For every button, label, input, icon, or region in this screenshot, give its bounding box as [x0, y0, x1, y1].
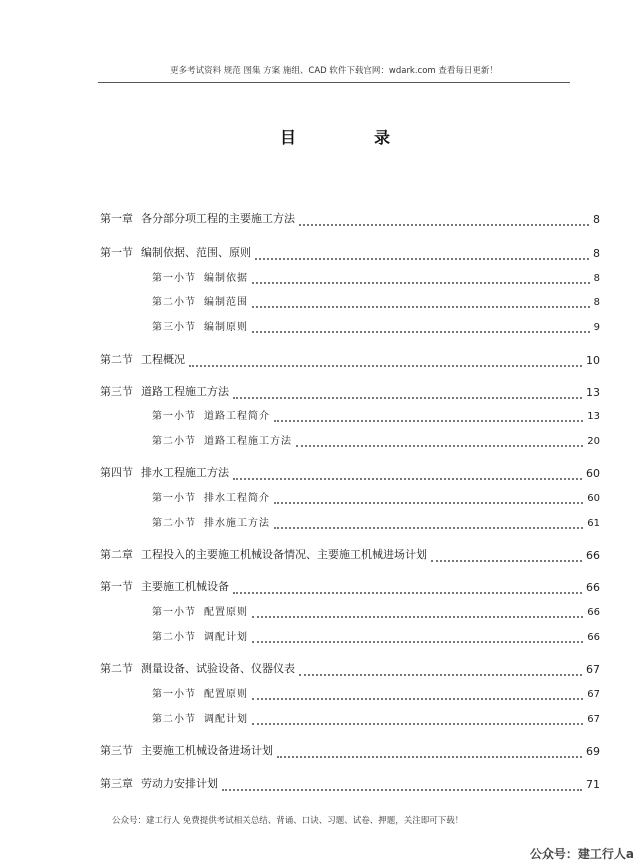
toc-label: 第二小节 — [152, 714, 196, 725]
page-footer: 公众号：建工行人 免费提供考试相关总结、背诵、口诀、习题、试卷、押题，关注即可下载！ — [112, 816, 464, 826]
toc-label: 第二小节 — [152, 297, 196, 308]
toc-label: 第三小节 — [152, 322, 196, 333]
toc-title: 排水工程施工方法 — [141, 466, 229, 479]
toc-leader-dots — [252, 321, 590, 333]
toc-title: 主要施工机械设备进场计划 — [141, 744, 273, 757]
toc-leader-dots — [189, 355, 582, 367]
toc-leader-dots — [233, 582, 582, 594]
toc-title: 编制依据 — [204, 273, 248, 284]
toc-leader-dots — [274, 517, 583, 529]
toc-leader-dots — [431, 550, 582, 562]
toc-title: 排水施工方法 — [204, 518, 270, 529]
toc-title: 劳动力安排计划 — [141, 777, 218, 790]
toc-subsection[interactable] — [152, 513, 600, 529]
toc-page-number: 67 — [586, 663, 600, 676]
toc-subsection[interactable] — [152, 317, 600, 333]
toc-label: 第一小节 — [152, 607, 196, 618]
toc-title: 道路工程施工方法 — [204, 436, 292, 447]
toc-label: 第二小节 — [152, 436, 196, 447]
toc-page-number: 67 — [587, 689, 600, 700]
toc-leader-dots — [296, 435, 583, 447]
toc-entry[interactable] — [100, 210, 600, 226]
toc-leader-dots — [299, 214, 589, 226]
toc-title: 工程概况 — [141, 353, 185, 366]
toc-leader-dots — [299, 664, 582, 676]
toc-label: 第二小节 — [152, 518, 196, 529]
toc-subsection[interactable] — [152, 602, 600, 618]
page-header: 更多考试资料 规范 图集 方案 施组、CAD 软件下载官网：wdark.com 查看每日更新！ — [170, 66, 498, 76]
toc-page-number: 20 — [587, 436, 600, 447]
toc-subsection[interactable] — [152, 488, 600, 504]
toc-label: 第三节 — [100, 744, 133, 757]
toc-title: 工程投入的主要施工机械设备情况、主要施工机械进场计划 — [141, 548, 427, 561]
toc-title: 主要施工机械设备 — [141, 580, 229, 593]
toc-subsection[interactable] — [152, 292, 600, 308]
toc-entry[interactable] — [100, 464, 600, 480]
watermark: 公众号：建工行人a — [529, 847, 634, 861]
toc-label: 第一章 — [100, 212, 133, 225]
toc-page-number: 61 — [587, 518, 600, 529]
toc-title: 调配计划 — [204, 632, 248, 643]
toc-label: 第二小节 — [152, 632, 196, 643]
toc-entry[interactable] — [100, 578, 600, 594]
toc-leader-dots — [233, 468, 582, 480]
toc-subsection[interactable] — [152, 406, 600, 422]
toc-entry[interactable] — [100, 660, 600, 676]
toc-page-number: 69 — [586, 745, 600, 758]
toc-subsection[interactable] — [152, 627, 600, 643]
toc-title: 配置原则 — [204, 607, 248, 618]
toc-subsection[interactable] — [152, 431, 600, 447]
toc-page-number: 13 — [587, 411, 600, 422]
toc-title: 道路工程施工方法 — [141, 385, 229, 398]
toc-subsection[interactable] — [152, 684, 600, 700]
toc-page-number: 66 — [587, 607, 600, 618]
toc-title: 排水工程简介 — [204, 493, 270, 504]
toc-label: 第三章 — [100, 777, 133, 790]
toc-label: 第一节 — [100, 580, 133, 593]
toc-page-number: 60 — [587, 493, 600, 504]
toc-page-number: 8 — [593, 273, 600, 284]
toc-label: 第二章 — [100, 548, 133, 561]
toc-label: 第三节 — [100, 385, 133, 398]
toc-label: 第二节 — [100, 353, 133, 366]
toc-label: 第二节 — [100, 662, 133, 675]
toc-label: 第一小节 — [152, 273, 196, 284]
toc-title: 编制依据、范围、原则 — [141, 246, 251, 259]
toc-page-number: 67 — [587, 714, 600, 725]
toc-leader-dots — [252, 296, 590, 308]
toc-entry[interactable] — [100, 742, 600, 758]
toc-label: 第四节 — [100, 466, 133, 479]
toc-page-number: 13 — [586, 386, 600, 399]
toc-page-number: 8 — [593, 247, 600, 260]
toc-leader-dots — [222, 779, 582, 791]
toc-page-number: 66 — [586, 581, 600, 594]
toc-page-number: 10 — [586, 354, 600, 367]
toc-leader-dots — [252, 272, 590, 284]
toc-label: 第一小节 — [152, 493, 196, 504]
toc-subsection[interactable] — [152, 709, 600, 725]
page-title — [0, 125, 638, 145]
toc-page-number: 71 — [586, 778, 600, 791]
toc-page-number: 66 — [586, 549, 600, 562]
toc-leader-dots — [252, 713, 583, 725]
toc-leader-dots — [274, 410, 583, 422]
toc-entry[interactable] — [100, 775, 600, 791]
toc-subsection[interactable] — [152, 268, 600, 284]
toc-page-number: 8 — [593, 213, 600, 226]
toc-label: 第一小节 — [152, 689, 196, 700]
toc-entry[interactable] — [100, 546, 600, 562]
toc-leader-dots — [252, 606, 583, 618]
toc-title: 编制范围 — [204, 297, 248, 308]
toc-entry[interactable] — [100, 351, 600, 367]
toc-label: 第一节 — [100, 246, 133, 259]
toc-leader-dots — [277, 746, 582, 758]
toc-title: 调配计划 — [204, 714, 248, 725]
title-char-2: 录 — [374, 128, 391, 147]
toc-entry[interactable] — [100, 244, 600, 260]
toc-title: 测量设备、试验设备、仪器仪表 — [141, 662, 295, 675]
toc-leader-dots — [255, 248, 589, 260]
header-divider — [98, 82, 570, 83]
toc-leader-dots — [252, 631, 583, 643]
toc-page-number: 9 — [593, 322, 600, 333]
toc-page-number: 66 — [587, 632, 600, 643]
toc-entry[interactable] — [100, 383, 600, 399]
toc-leader-dots — [252, 688, 583, 700]
toc-title: 编制原则 — [204, 322, 248, 333]
toc-title: 配置原则 — [204, 689, 248, 700]
title-char-1: 目 — [280, 128, 297, 147]
toc-title: 各分部分项工程的主要施工方法 — [141, 212, 295, 225]
toc-page-number: 8 — [593, 297, 600, 308]
toc-label: 第一小节 — [152, 411, 196, 422]
toc-leader-dots — [233, 387, 582, 399]
toc-page-number: 60 — [586, 467, 600, 480]
toc-title: 道路工程简介 — [204, 411, 270, 422]
toc-leader-dots — [274, 492, 583, 504]
